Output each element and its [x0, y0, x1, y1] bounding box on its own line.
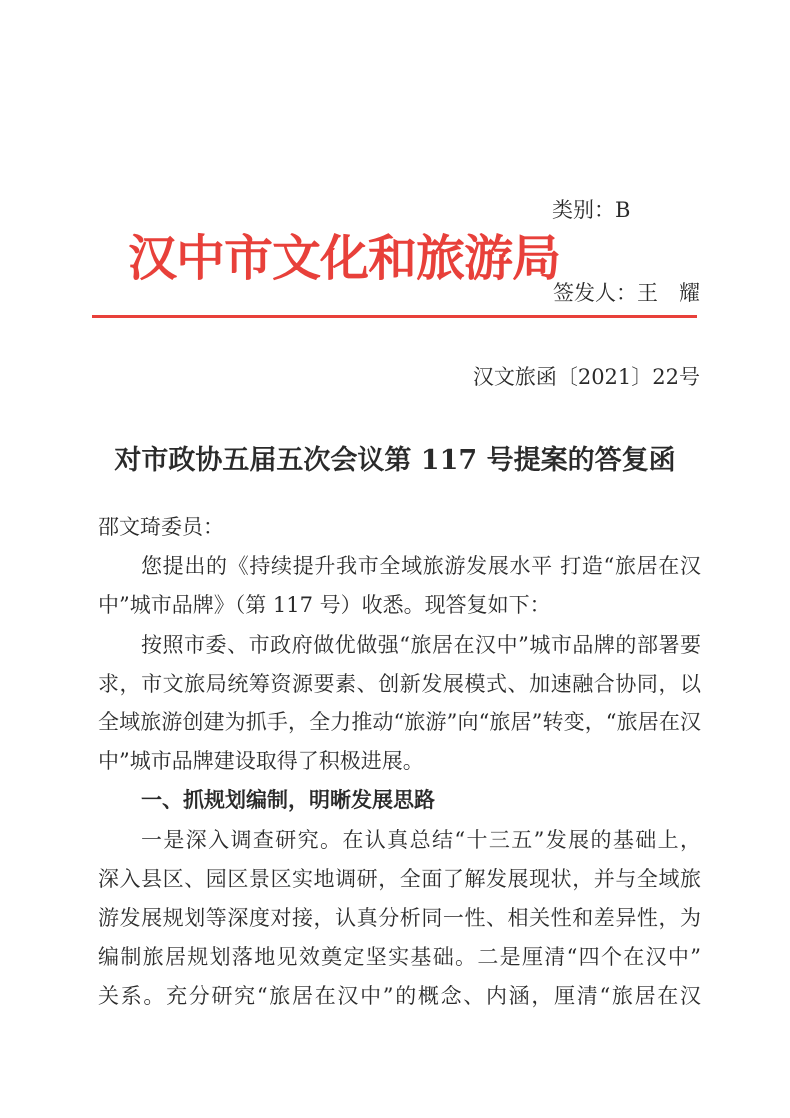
document-number: 汉文旅函〔2021〕22号	[472, 365, 700, 389]
body-line: 中”城市品牌》（第 117 号）收悉。现答复如下：	[98, 593, 551, 617]
category-label: 类别：B	[552, 198, 631, 222]
salutation: 邵文琦委员：	[98, 515, 224, 539]
body-line: 深入县区、园区景区实地调研，全面了解发展现状，并与全域旅	[98, 867, 701, 891]
body-line: 编制旅居规划落地见效奠定坚实基础。二是厘清“四个在汉中”	[98, 945, 701, 969]
body-line: 按照市委、市政府做优做强“旅居在汉中”城市品牌的部署要	[141, 633, 701, 657]
body-line: 一是深入调查研究。在认真总结“十三五”发展的基础上，	[141, 828, 701, 852]
body-line: 关系。充分研究“旅居在汉中”的概念、内涵，厘清“旅居在汉	[98, 984, 701, 1008]
signer-label: 签发人：王 耀	[553, 281, 700, 305]
body-line: 游发展规划等深度对接，认真分析同一性、相关性和差异性，为	[98, 906, 701, 930]
section-heading: 一、抓规划编制，明晰发展思路	[141, 788, 435, 812]
body-line: 求，市文旅局统筹资源要素、创新发展模式、加速融合协同，以	[98, 672, 701, 696]
document-title: 对市政协五届五次会议第 117 号提案的答复函	[114, 445, 676, 476]
body-line: 中”城市品牌建设取得了积极进展。	[98, 749, 424, 773]
body-line: 您提出的《持续提升我市全域旅游发展水平 打造“旅居在汉	[141, 554, 701, 578]
organization-masthead: 汉中市文化和旅游局	[128, 230, 561, 287]
red-divider	[92, 315, 697, 318]
body-line: 全域旅游创建为抓手，全力推动“旅游”向“旅居”转变，“旅居在汉	[98, 710, 701, 734]
